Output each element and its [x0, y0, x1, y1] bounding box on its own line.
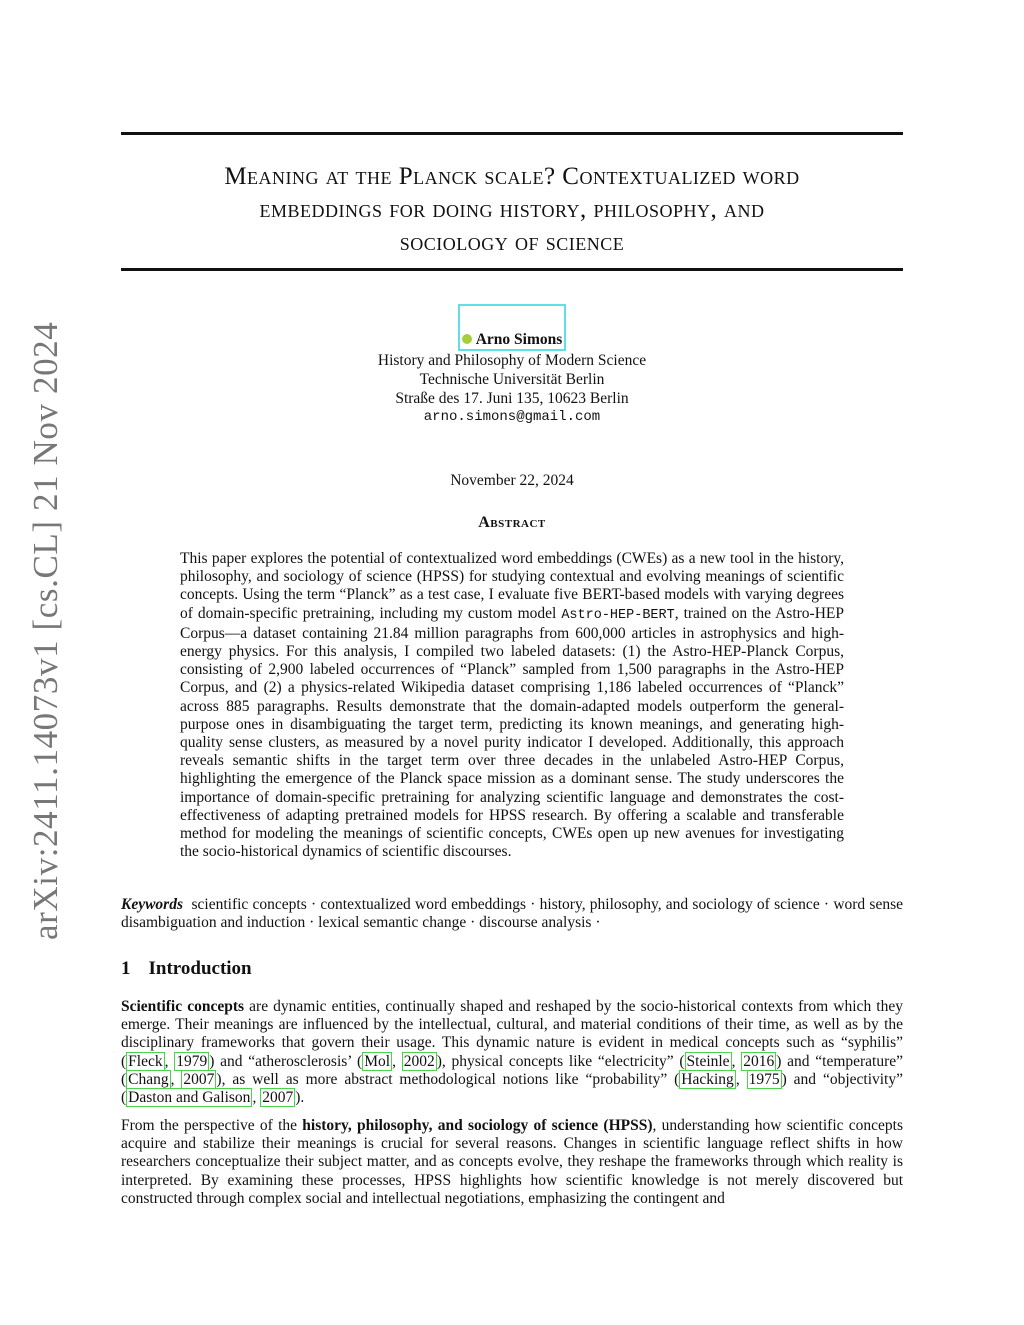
model-name: Astro-HEP-BERT: [561, 607, 675, 623]
author-address: Straße des 17. Juni 135, 10623 Berlin: [395, 390, 629, 407]
text-run: ,: [170, 1070, 182, 1088]
arxiv-identifier-stamp: arXiv:2411.14073v1 [cs.CL] 21 Nov 2024: [26, 321, 65, 940]
text-run: ) and “temperature” (: [121, 1052, 904, 1088]
keywords-list: scientific concepts · contextualized word embeddings · history, philosophy, and sociology of science · word sense disambiguation and induction · lexical semantic change · discourse analysis ·: [121, 896, 903, 932]
citation-link[interactable]: Chang: [128, 1070, 169, 1088]
paper-title: [121, 160, 903, 259]
abstract-part: , trained on the Astro-HEP Corpus—a dataset containing 21.84 million paragraphs from 600,000 articles in astrophysics and high-energy physics. For this analysis, I compiled two labeled datasets: (1) the Astro-HEP-Planck Corpus, consisting of 2,900 labeled occurrences of “Planck” sampled from 1,500 paragraphs in the Astro-HEP Corpus, and (2) a physics-related Wikipedia dataset comprising 1,186 labeled occurrences of “Planck” across 885 paragraphs. Results demonstrate that the domain-adapted models outperform the general-purpose ones in disambiguating the target term, predicting its known meanings, and generating high-quality sense clusters, as measured by a novel purity indicator I developed. Additionally, this approach reveals semantic shifts in the target term over three decades in the unlabeled Astro-HEP Corpus, highlighting the emergence of the Planck space mission as a dominant sense. The study underscores the importance of domain-specific pretraining for analyzing scientific language and demonstrates the cost-effectiveness of adapting pretrained models for HPSS research. By offering a scalable and transferable method for modeling the meanings of scientific concepts, CWEs open up new avenues for investigating the socio-historical dynamics of scientific discourses.: [180, 604, 844, 861]
text-run: ,: [735, 1070, 747, 1088]
author-name: Arno Simons: [475, 331, 563, 348]
section-title: Introduction: [148, 958, 252, 979]
citation-link[interactable]: Steinle: [686, 1052, 730, 1070]
citation-link[interactable]: 2002: [403, 1052, 435, 1070]
title-line-1: Meaning at the Planck scale? Contextualized word: [224, 163, 800, 190]
author-block: [0, 330, 1024, 427]
citation-link[interactable]: 1979: [176, 1052, 208, 1070]
text-run: ), as well as more abstract methodological notions like “probability” (: [216, 1070, 680, 1088]
section-number: 1: [121, 958, 131, 979]
abstract-part: This paper explores the potential of contextualized word embeddings (CWEs) as a new tool in the history, philosophy, and sociology of science (HPSS) for studying contextual and evolving meanings of scientific concepts. Using the term “Planck” as a test case, I evaluate five BERT-based models with varying degrees of domain-specific pretraining, including my custom model: [180, 550, 844, 622]
author-email[interactable]: arno.simons@gmail.com: [423, 409, 601, 425]
text-run: ,: [731, 1052, 742, 1070]
text-run: ), physical concepts like “electricity” (: [436, 1052, 685, 1070]
bold-term: history, philosophy, and sociology of science (HPSS): [302, 1117, 653, 1134]
text-run: ,: [392, 1052, 402, 1070]
text-run: ) and “objectivity” (: [121, 1070, 903, 1107]
text-run: , understanding how scientific concepts acquire and stabilize their meanings is crucial for several reasons. Changes in scientific language reflect shifts in how researchers conceptualize their subject matter, and as concepts evolve, they reshape the frameworks through which reality is interpreted. By examining these processes, HPSS highlights how scientific knowledge is not merely discovered but constructed through complex social and intellectual negotiations, emphasizing the contingent and: [121, 1117, 903, 1207]
title-top-rule: [121, 132, 903, 135]
section-heading: [121, 958, 252, 980]
text-run: are dynamic entities, continually shaped and reshaped by the socio-historical contexts from which they emerge. Their meanings are influenced by the intellectual, cultural, and material conditions of their time, as well as by the disciplinary frameworks that govern their usage. This dynamic nature is evident in medical concepts such as “syphilis” (: [121, 998, 903, 1070]
intro-paragraph-2: [121, 1117, 903, 1208]
publication-date: November 22, 2024: [450, 472, 574, 489]
title-line-2: embeddings for doing history, philosophy, and: [259, 196, 765, 223]
citation-link[interactable]: Daston and Galison: [128, 1089, 251, 1107]
author-link[interactable]: [458, 304, 567, 351]
keywords: [121, 896, 903, 932]
citation-link[interactable]: 2007: [262, 1089, 294, 1107]
abstract-heading: Abstract: [478, 514, 546, 531]
citation-link[interactable]: Fleck: [128, 1052, 163, 1070]
citation-link[interactable]: 2016: [743, 1052, 775, 1070]
citation-link[interactable]: Mol: [364, 1052, 391, 1070]
text-run: ) and “atherosclerosis’ (: [209, 1052, 363, 1070]
author-affiliation-1: History and Philosophy of Modern Science: [377, 352, 647, 369]
citation-link[interactable]: 1975: [748, 1070, 780, 1088]
text-run: ,: [252, 1089, 261, 1107]
intro-paragraph-1: [121, 998, 903, 1107]
title-line-3: sociology of science: [399, 229, 625, 256]
text-run: ).: [295, 1089, 305, 1107]
author-affiliation-2: Technische Universität Berlin: [419, 371, 605, 388]
orcid-icon[interactable]: [462, 334, 472, 344]
keywords-label: Keywords: [121, 896, 183, 913]
title-bottom-rule: [121, 268, 903, 271]
bold-term: Scientific concepts: [121, 998, 245, 1015]
text-run: ,: [164, 1052, 175, 1070]
citation-link[interactable]: 2007: [183, 1070, 215, 1088]
citation-link[interactable]: Hacking: [681, 1070, 734, 1088]
text-run: From the perspective of the: [121, 1117, 303, 1134]
abstract-text: [180, 550, 844, 861]
